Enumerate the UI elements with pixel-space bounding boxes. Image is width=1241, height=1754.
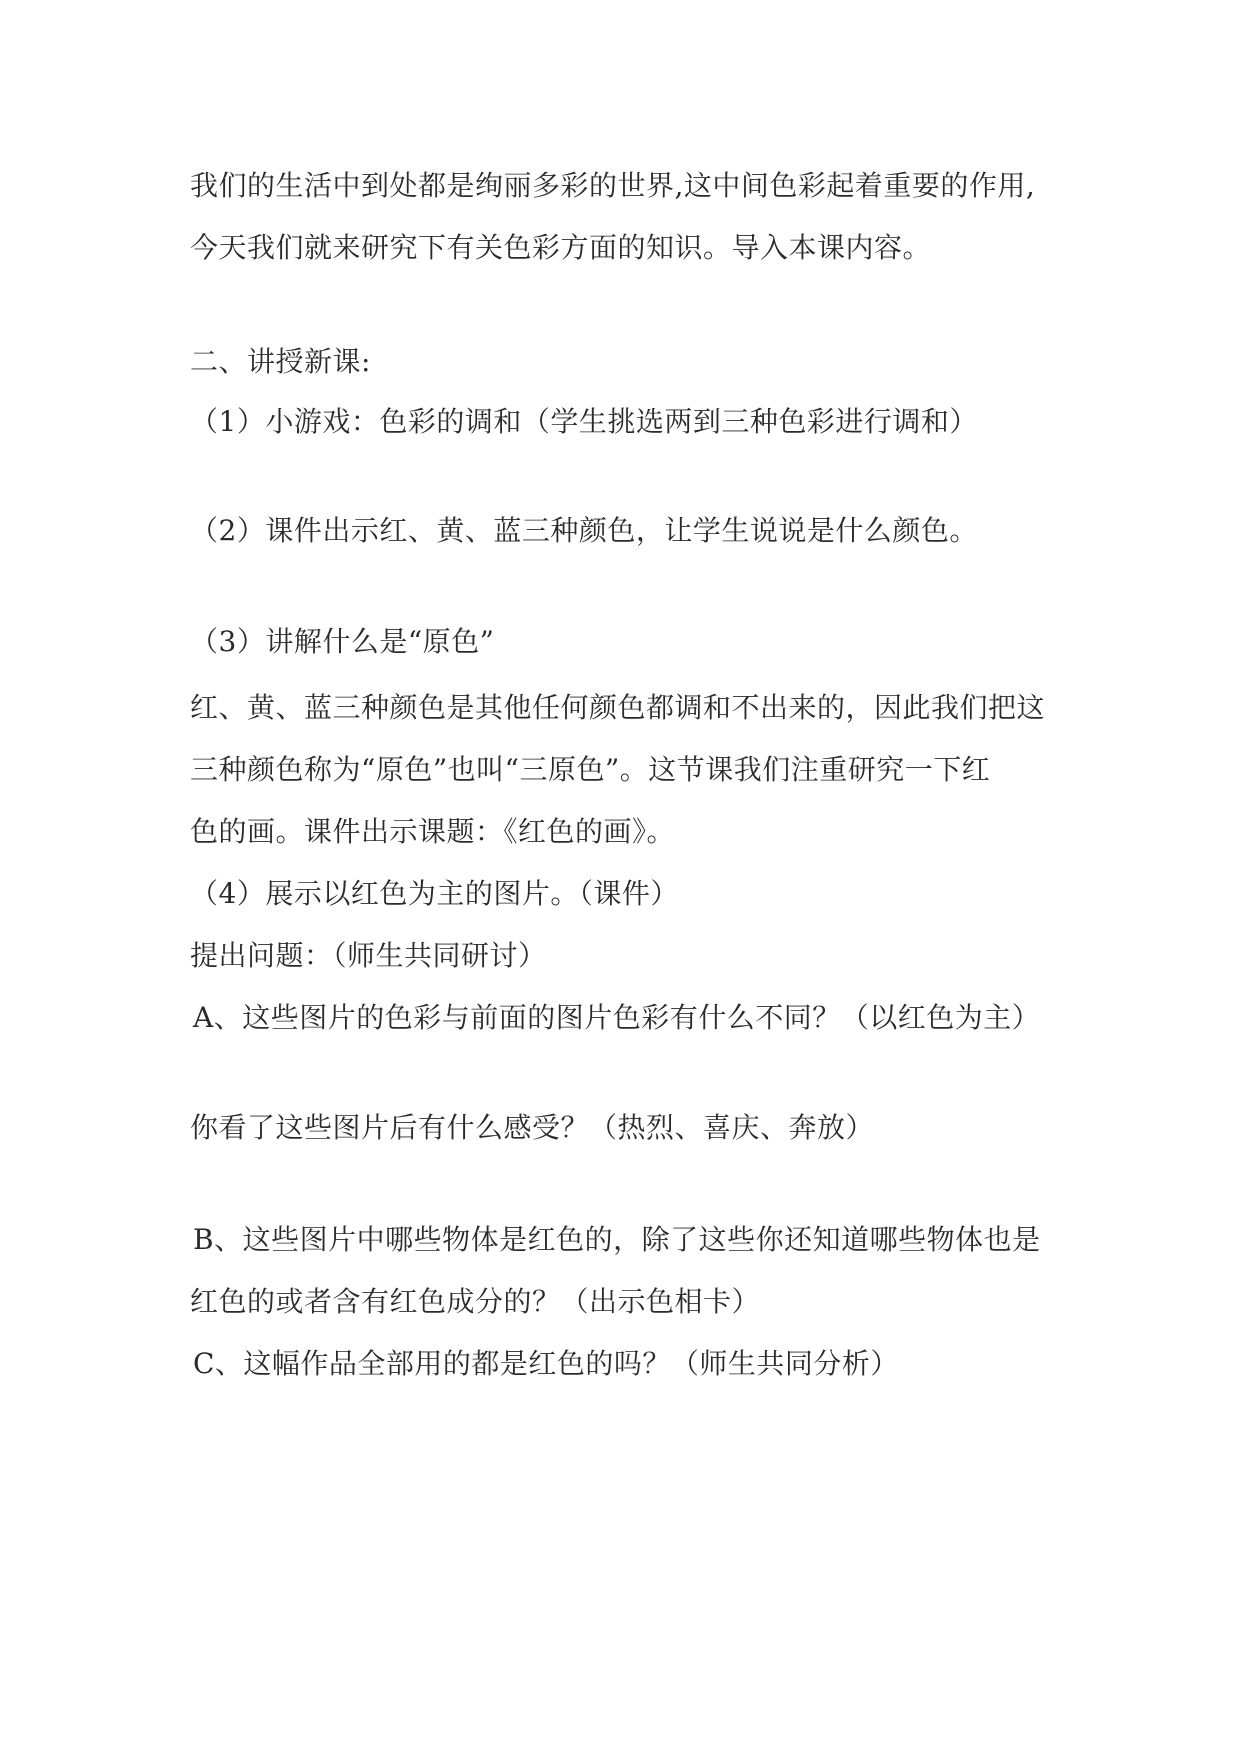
paragraph-line-primary-3: 色的画。课件出示课题：《红色的画》。 xyxy=(190,815,676,848)
question-b-line-1: B、这些图片中哪些物体是红色的，除了这些你还知道哪些物体也是 xyxy=(193,1223,1041,1256)
question-a-followup: 你看了这些图片后有什么感受？（热烈、喜庆、奔放） xyxy=(190,1111,875,1144)
paragraph-line-primary-2: 三种颜色称为“原色”也叫“三原色”。这节课我们注重研究一下红 xyxy=(190,753,991,786)
list-item-1: （1）小游戏：色彩的调和（学生挑选两到三种色彩进行调和） xyxy=(190,405,978,438)
question-a: A、这些图片的色彩与前面的图片色彩有什么不同？（以红色为主） xyxy=(193,1001,1041,1034)
list-item-3: （3）讲解什么是“原色” xyxy=(190,625,495,658)
list-item-2: （2）课件出示红、黄、蓝三种颜色，让学生说说是什么颜色。 xyxy=(190,514,978,547)
paragraph-line-intro-1: 我们的生活中到处都是绚丽多彩的世界,这中间色彩起着重要的作用, xyxy=(190,169,1036,202)
question-heading: 提出问题：（师生共同研讨） xyxy=(190,939,547,972)
question-c: C、这幅作品全部用的都是红色的吗？（师生共同分析） xyxy=(193,1347,899,1380)
paragraph-line-intro-2: 今天我们就来研究下有关色彩方面的知识。导入本课内容。 xyxy=(190,231,932,264)
list-item-4: （4）展示以红色为主的图片。（课件） xyxy=(190,877,679,910)
question-b-line-2: 红色的或者含有红色成分的？（出示色相卡） xyxy=(190,1285,761,1318)
section-heading: 二、讲授新课: xyxy=(190,345,371,378)
paragraph-line-primary-1: 红、黄、蓝三种颜色是其他任何颜色都调和不出来的，因此我们把这 xyxy=(190,691,1046,724)
